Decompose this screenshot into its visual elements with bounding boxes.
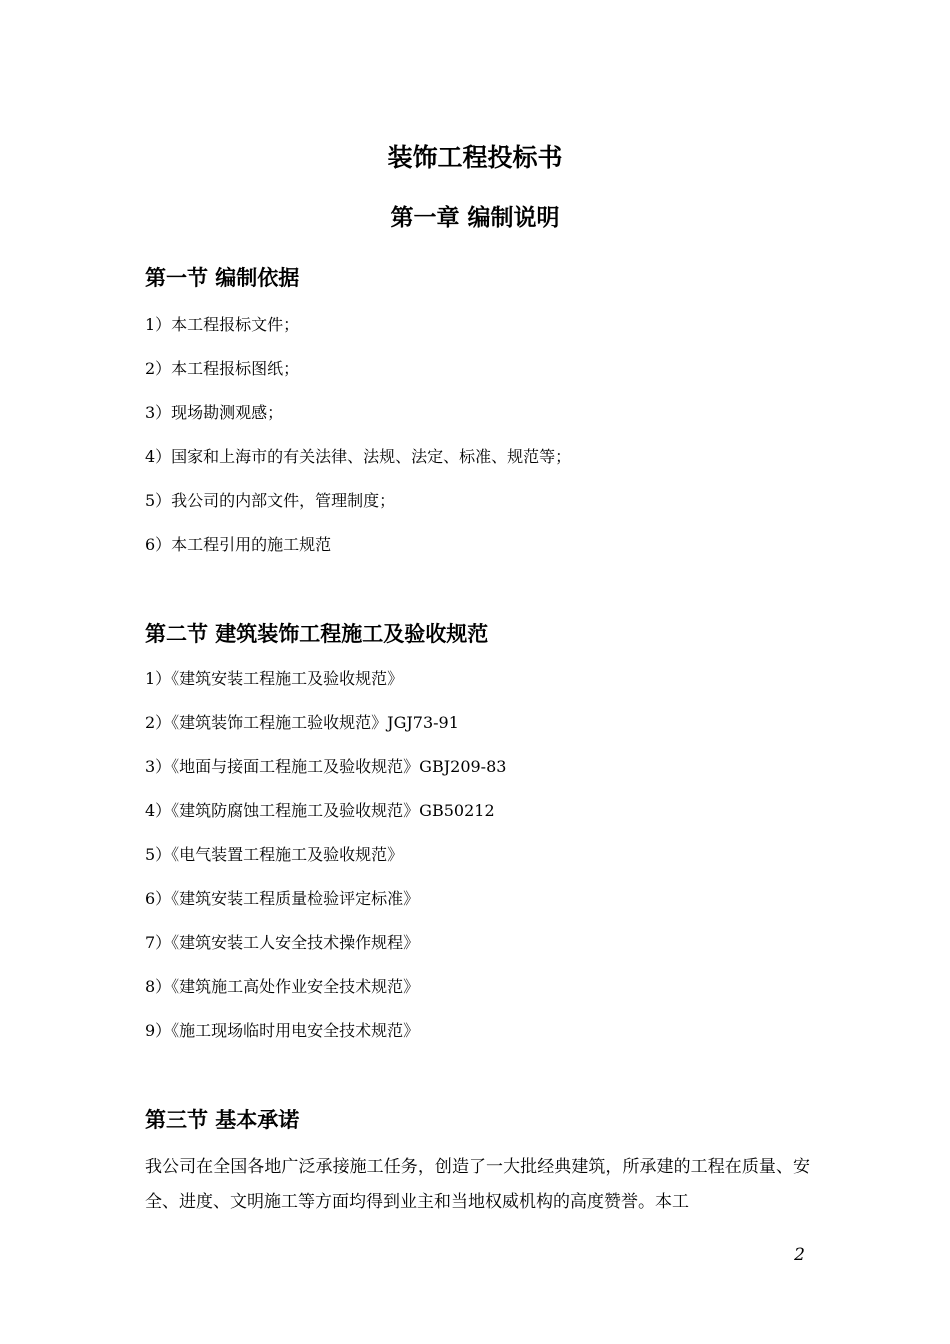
list-item: 9）《施工现场临时用电安全技术规范》 (145, 1021, 420, 1040)
list-item: 3）《地面与接面工程施工及验收规范》GBJ209-83 (145, 757, 507, 776)
chapter-title: 第一章 编制说明 (390, 205, 560, 231)
basis-list (145, 310, 571, 574)
commitment-paragraph: 我公司在全国各地广泛承接施工任务，创造了一大批经典建筑，所承建的工程在质量、安全、进度、文明施工等方面均得到业主和当地权威机构的高度赞誉。本工 (145, 1157, 810, 1212)
list-item: 1）本工程报标文件； (145, 315, 300, 334)
list-item: 5）我公司的内部文件，管理制度； (145, 491, 396, 510)
section-heading-basis: 第一节 编制依据 (145, 266, 300, 290)
list-item: 6）《建筑安装工程质量检验评定标准》 (145, 889, 420, 908)
list-item: 7）《建筑安装工人安全技术操作规程》 (145, 933, 420, 952)
section-heading-specifications: 第二节 建筑装饰工程施工及验收规范 (145, 622, 489, 646)
list-item: 4）国家和上海市的有关法律、法规、法定、标准、规范等； (145, 447, 572, 466)
list-item: 2）《建筑装饰工程施工验收规范》JGJ73-91 (145, 713, 459, 732)
list-item: 5）《电气装置工程施工及验收规范》 (145, 845, 404, 864)
list-item: 2）本工程报标图纸； (145, 359, 300, 378)
page-number: 2 (794, 1245, 805, 1265)
list-item: 3）现场勘测观感； (145, 403, 284, 422)
list-item: 8）《建筑施工高处作业安全技术规范》 (145, 977, 420, 996)
list-item: 4）《建筑防腐蚀工程施工及验收规范》GB50212 (145, 801, 495, 820)
document-title: 装饰工程投标书 (387, 143, 563, 172)
list-item: 6）本工程引用的施工规范 (145, 535, 332, 554)
list-item: 1）《建筑安装工程施工及验收规范》 (145, 669, 404, 688)
section-heading-commitment: 第三节 基本承诺 (145, 1108, 300, 1132)
specifications-list (145, 664, 506, 1060)
